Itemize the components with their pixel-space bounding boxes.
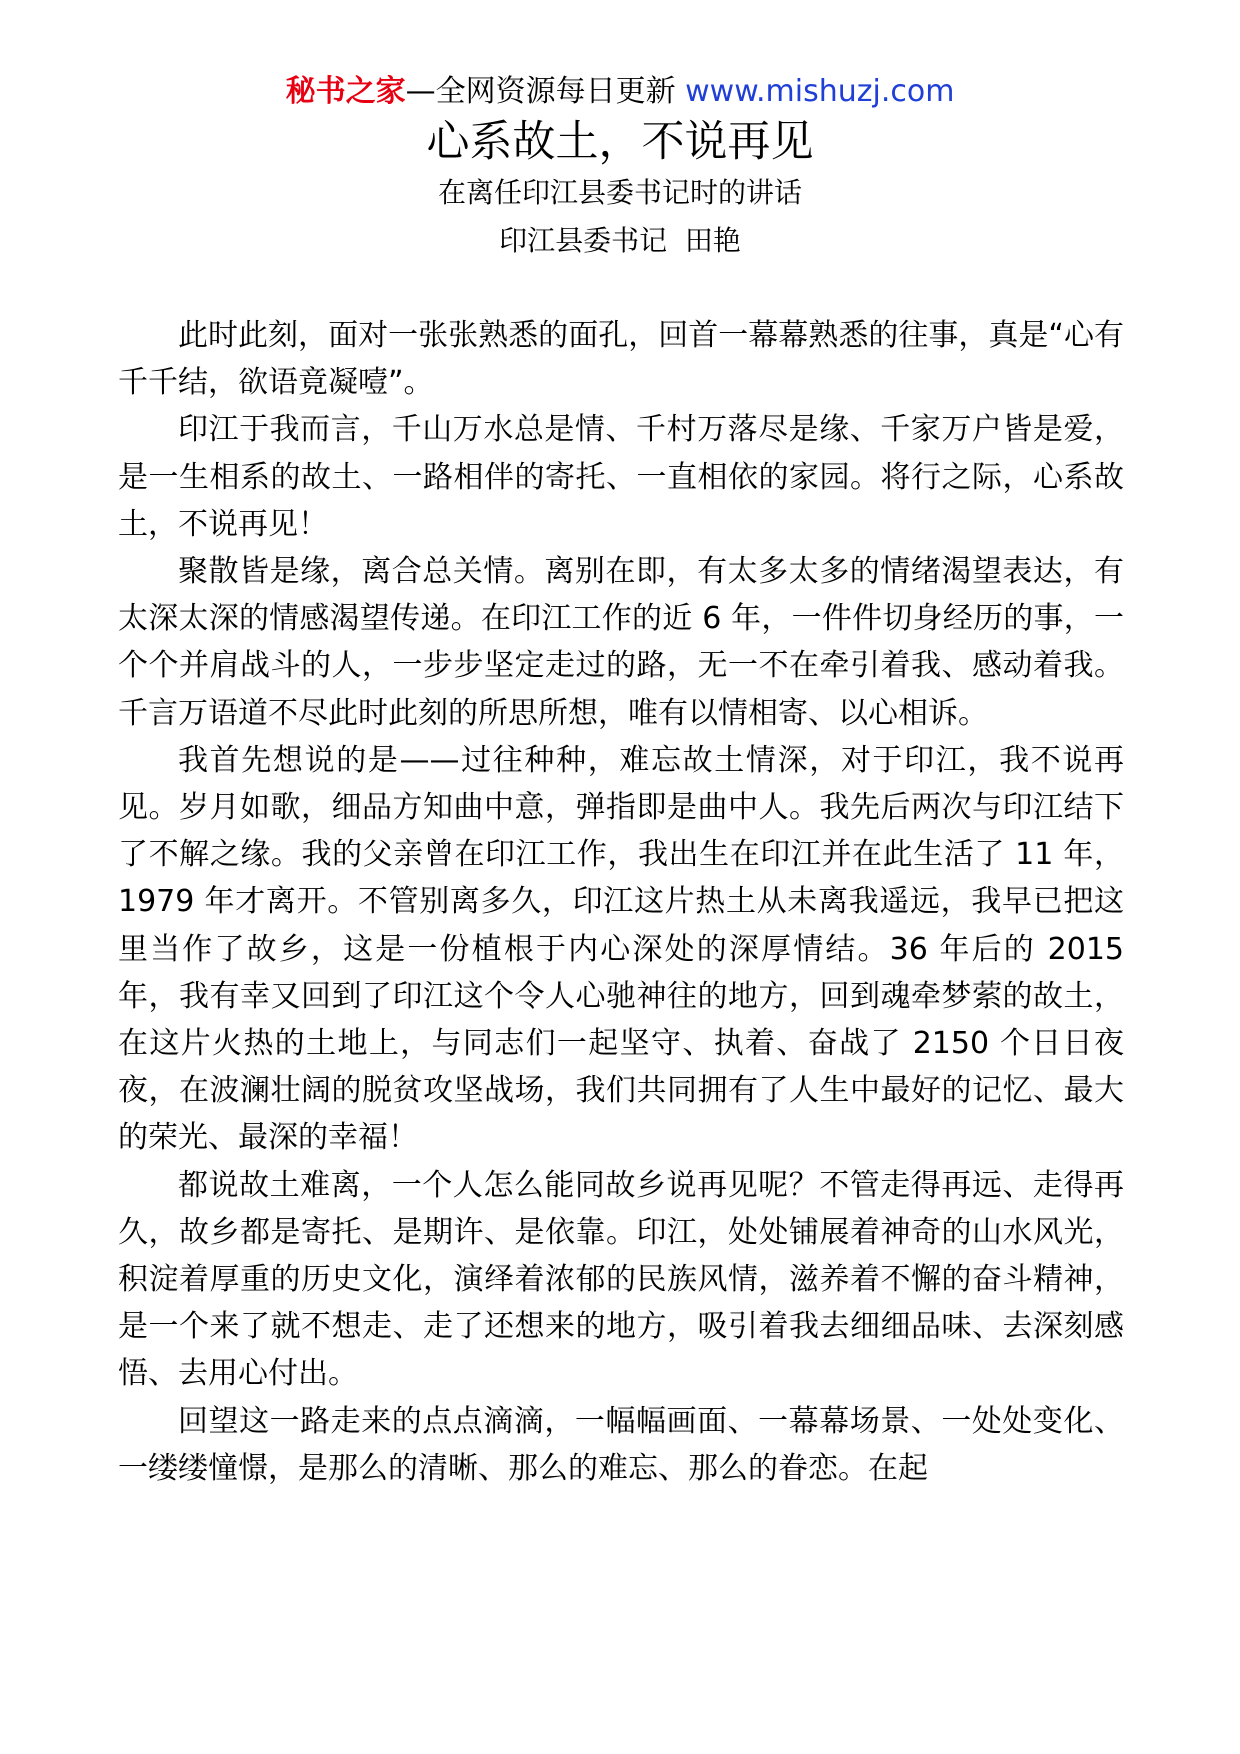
site-name: 秘书之家	[285, 74, 406, 109]
site-tagline: —全网资源每日更新	[405, 74, 686, 109]
paragraph: 我首先想说的是——过往种种，难忘故土情深，对于印江，我不说再见。岁月如歌，细品方知曲中意，弹指即是曲中人。我先后两次与印江结下了不解之缘。我的父亲曾在印江工作，我出生在印江并在此生活了 11 年，1979 年才离开。不管别离多久，印江这片热土从未离我遥远，我早已把这里当作了故乡，这是一份植根于内心深处的深厚情结。36 年后的 2015 年，我有幸又回到了印江这个令人心驰神往的地方，回到魂牵梦萦的故土，在这片火热的土地上，与同志们一起坚守、执着、奋战了 2150 个日日夜夜，在波澜壮阔的脱贫攻坚战场，我们共同拥有了人生中最好的记忆、最大的荣光、最深的幸福！	[118, 742, 1124, 1156]
document-body	[118, 312, 1124, 1492]
paragraph: 回望这一路走来的点点滴滴，一幅幅画面、一幕幕场景、一处处变化、一缕缕憧憬，是那么的清晰、那么的难忘、那么的眷恋。在起	[118, 1403, 1124, 1486]
paragraph: 都说故土难离，一个人怎么能同故乡说再见呢？不管走得再远、走得再久，故乡都是寄托、是期许、是依靠。印江，处处铺展着神奇的山水风光，积淀着厚重的历史文化，演绎着浓郁的民族风情，滋养着不懈的奋斗精神，是一个来了就不想走、走了还想来的地方，吸引着我去细细品味、去深刻感悟、去用心付出。	[118, 1167, 1124, 1392]
document-author: 印江县委书记 田艳	[499, 224, 741, 257]
document-subtitle: 在离任印江县委书记时的讲话	[437, 176, 802, 209]
paragraph: 此时此刻，面对一张张熟悉的面孔，回首一幕幕熟悉的往事，真是“心有千千结，欲语竟凝噎”。	[118, 318, 1124, 401]
site-url-link[interactable]: www.mishuzj.com	[685, 74, 955, 109]
paragraph: 聚散皆是缘，离合总关情。离别在即，有太多太多的情绪渴望表达，有太深太深的情感渴望传递。在印江工作的近 6 年，一件件切身经历的事，一个个并肩战斗的人，一步步坚定走过的路，无一不在牵引着我、感动着我。千言万语道不尽此时此刻的所思所想，唯有以情相寄、以心相诉。	[118, 554, 1124, 731]
document-title: 心系故土，不说再见	[426, 117, 814, 167]
site-header	[0, 72, 1240, 112]
paragraph: 印江于我而言，千山万水总是情、千村万落尽是缘、千家万户皆是爱，是一生相系的故土、一路相伴的寄托、一直相依的家园。将行之际，心系故土，不说再见！	[118, 412, 1124, 542]
